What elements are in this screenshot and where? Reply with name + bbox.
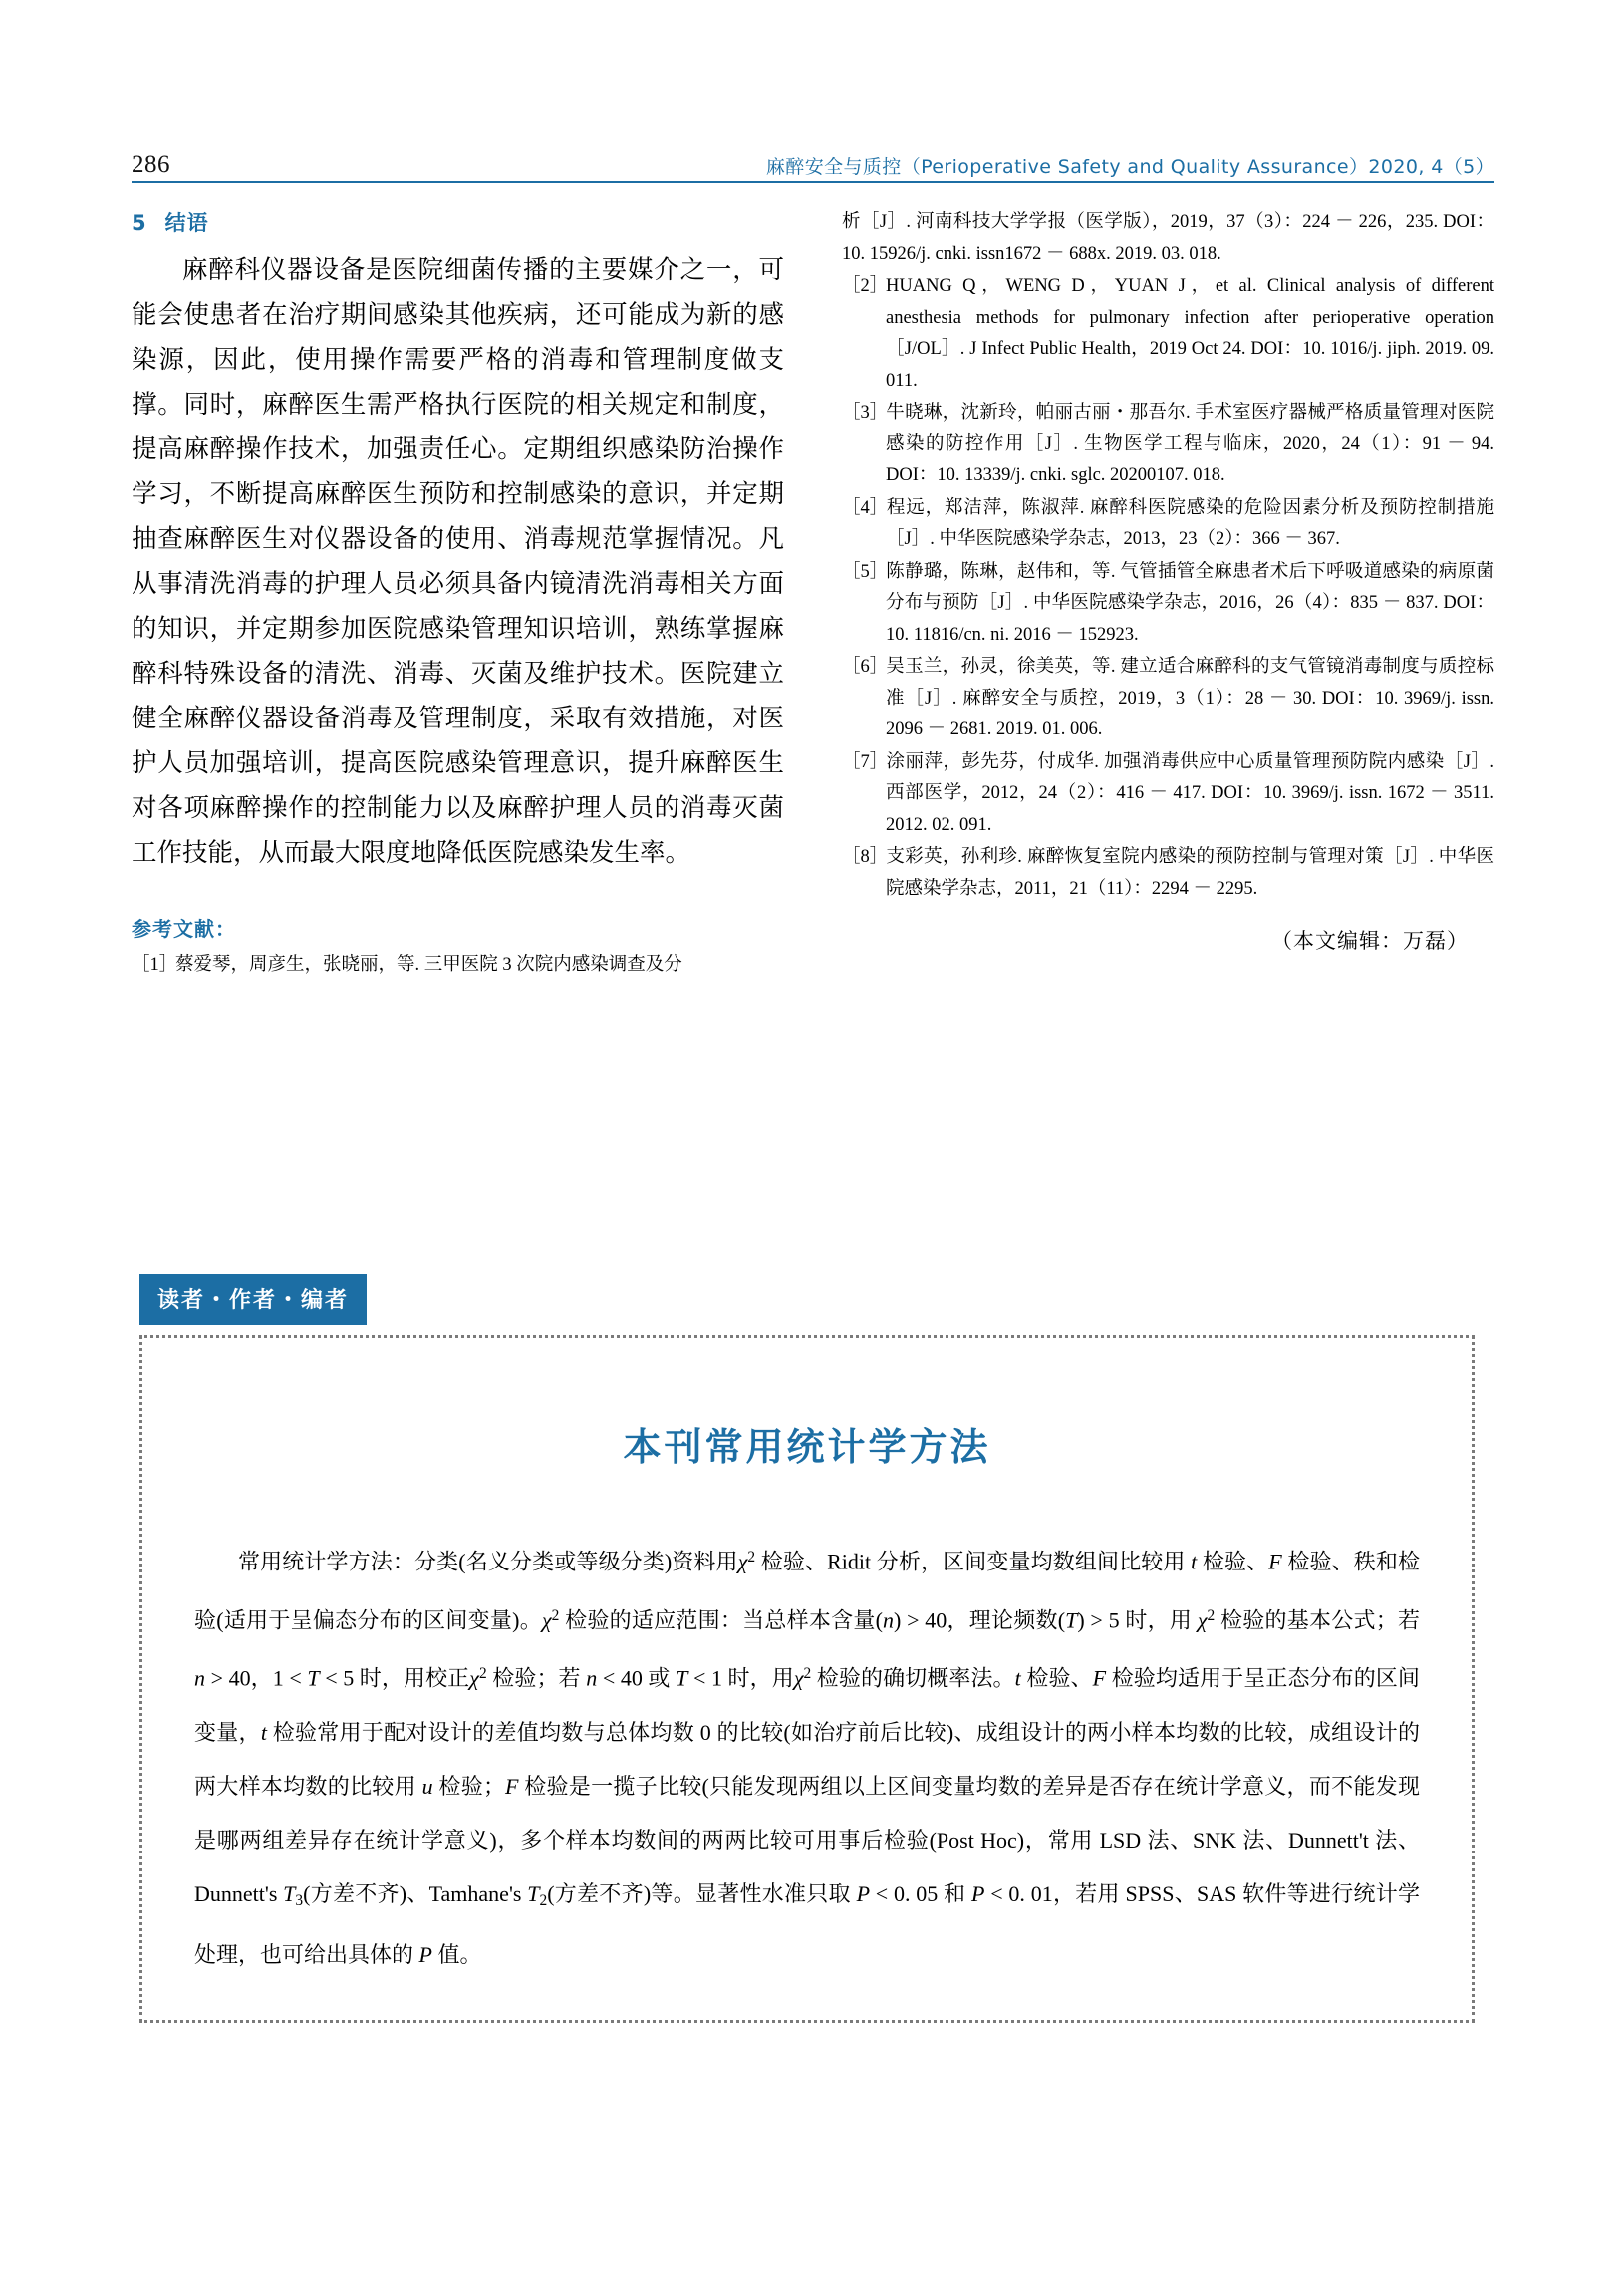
reference-item [842,493,1494,556]
references-heading: 参考文献： [132,917,236,941]
reference-text: 陈静璐，陈琳，赵伟和，等. 气管插管全麻患者术后下呼吸道感染的病原菌分布与预防［J］. 中华医院感染学杂志，2016，26（4）：835 － 837. DOI：10. 11816/cn. ni. 2016 － 152923. [886,561,1494,645]
reference-item [842,207,1494,270]
reference-text: 析［J］. 河南科技大学学报（医学版），2019，37（3）：224 － 226，235. DOI：10. 15926/j. cnki. issn1672 － 688x. 2019. 03. 018. [842,212,1494,264]
reference-text: 支彩英，孙利珍. 麻醉恢复室院内感染的预防控制与管理对策［J］. 中华医院感染学杂志，2011，21（11）：2294 － 2295. [886,847,1494,899]
section-title: 结语 [164,211,209,235]
page-header [132,138,1494,179]
editor-credit: （本文编辑：万磊） [1271,929,1469,953]
reference-item [842,747,1494,842]
reader-author-editor-banner: 读者・作者・编者 [139,1274,367,1325]
reference-text: 蔡爱琴，周彦生，张晓丽，等. 三甲医院 3 次院内感染调查及分 [175,955,682,975]
section-number: 5 [132,211,147,235]
references-list-right [842,207,1494,905]
reference-number: ［8］ [842,847,889,867]
left-column [132,207,784,983]
reference-text: HUANG Q，WENG D，YUAN J，et al. Clinical analysis of different anesthesia methods for pulmonary infection after perioperative operation［J/OL］. J Infect Public Health，2019 Oct 24. DOI：10. 1016/j. jiph. 2019. 09. 011. [886,276,1494,391]
reference-number: ［6］ [842,657,889,677]
conclusion-paragraph: 麻醉科仪器设备是医院细菌传播的主要媒介之一，可能会使患者在治疗期间感染其他疾病，还可能成为新的感染源，因此，使用操作需要严格的消毒和管理制度做支撑。同时，麻醉医生需严格执行医院的相关规定和制度，提高麻醉操作技术，加强责任心。定期组织感染防治操作学习，不断提高麻醉医生预防和控制感染的意识，并定期抽查麻醉医生对仪器设备的使用、消毒规范掌握情况。凡从事清洗消毒的护理人员必须具备内镜清洗消毒相关方面的知识，并定期参加医院感染管理知识培训，熟练掌握麻醉科特殊设备的清洗、消毒、灭菌及维护技术。医院建立健全麻醉仪器设备消毒及管理制度，采取有效措施，对医护人员加强培训，提高医院感染管理意识，提升麻醉医生对各项麻醉操作的控制能力以及麻醉护理人员的消毒灭菌工作技能，从而最大限度地降低医院感染发生率。 [132,255,784,867]
reference-number: ［2］ [842,276,889,296]
reference-number: ［1］ [132,955,178,975]
reference-item [842,652,1494,746]
reference-text: 牛晓琳，沈新玲，帕丽古丽・那吾尔. 手术室医疗器械严格质量管理对医院感染的防控作用［J］. 生物医学工程与临床，2020，24（1）：91 － 94. DOI：10. 13339/j. cnki. sglc. 20200107. 018. [886,403,1494,485]
statistics-box-paragraph: 常用统计学方法：分类(名义分类或等级分类)资料用$\chi^2$ 检验、Ridit 分析，区间变量均数组间比较用 t 检验、F 检验、秩和检验(适用于呈偏态分布的区间变量)。$\chi^2$ 检验的适应范围：当总样本含量(n) > 40，理论频数(T) > 5 时，用 $\chi^2$ 检验的基本公式；若 n > 40，1 < T < 5 时，用校正$\chi^2$ 检验；若 n < 40 或 T < 1 时，用$\chi^2$ 检验的确切概率法。t 检验、F 检验均适用于呈正态分布的区间变量，t 检验常用于配对设计的差值均数与总体均数 0 的比较(如治疗前后比较)、成组设计的两小样本均数的比较，成组设计的两大样本均数的比较用 u 检验；F 检验是一揽子比较(只能发现两组以上区间变量均数的差异是否存在统计学意义，而不能发现是哪两组差异存在统计学意义)，多个样本均数间的两两比较可用事后检验(Post Hoc)，常用 LSD 法、SNK 法、Dunnett't 法、Dunnett's $T_3$(方差不齐)、Tamhane's $T_2$(方差不齐)等。显著性水准只取 P < 0. 05 和 P < 0. 01，若用 SPSS、SAS 软件等进行统计学处理，也可给出具体的 P 值。 [194,1549,1421,1967]
header-divider [132,181,1494,183]
reference-number: ［4］ [842,497,889,518]
reference-item [842,398,1494,492]
reference-text: 吴玉兰，孙灵，徐美英，等. 建立适合麻醉科的支气管镜消毒制度与质控标准［J］. 麻醉安全与质控，2019，3（1）：28 － 30. DOI：10. 3969/j. issn. 2096 － 2681. 2019. 01. 006. [886,657,1494,739]
journal-title-line: 麻醉安全与质控（Perioperative Safety and Quality Assurance）2020, 4（5） [765,156,1494,178]
reference-number: ［3］ [842,403,889,423]
section-heading [132,207,784,237]
reference-item [132,950,784,982]
page-number: 286 [132,151,170,178]
reference-number: ［7］ [842,751,889,772]
statistics-methods-box [139,1335,1475,2023]
reference-item [842,271,1494,397]
reference-number: ［5］ [842,561,889,582]
reference-text: 涂丽萍，彭先芬，付成华. 加强消毒供应中心质量管理预防院内感染［J］. 西部医学，2012，24（2）：416 － 417. DOI：10. 3969/j. issn. 1672 － 3511. 2012. 02. 091. [886,751,1494,835]
right-column [842,207,1494,955]
reference-item [842,557,1494,652]
references-list-left [132,950,784,982]
reference-item [842,842,1494,905]
statistics-box-title: 本刊常用统计学方法 [623,1425,991,1469]
reference-text: 程远，郑洁萍，陈淑萍. 麻醉科医院感染的危险因素分析及预防控制措施［J］. 中华医院感染学杂志，2013，23（2）：366 － 367. [886,497,1494,549]
